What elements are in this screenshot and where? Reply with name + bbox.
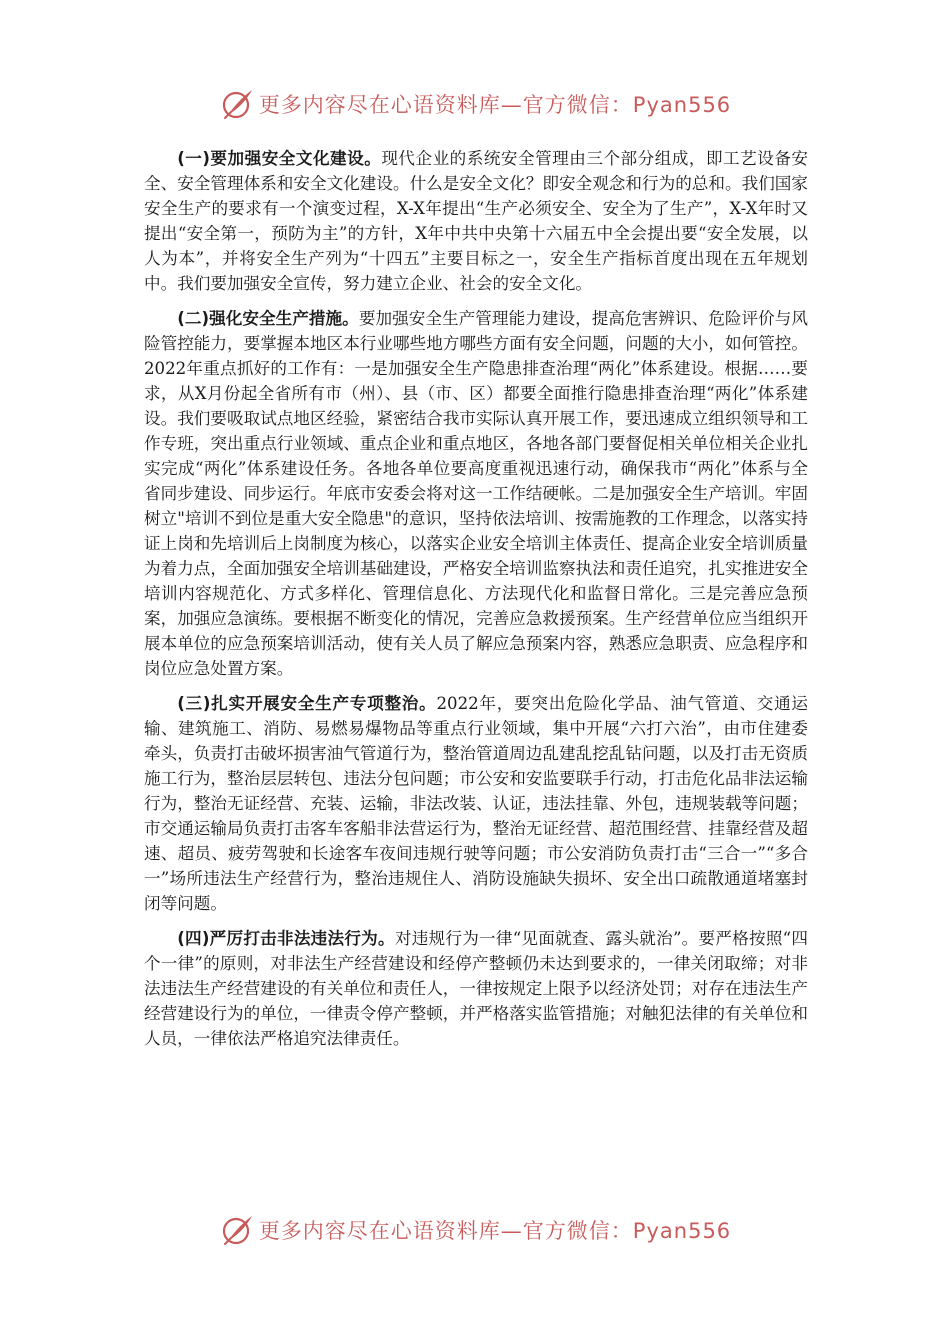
quill-logo-icon (219, 1212, 255, 1248)
paragraph-text: 现代企业的系统安全管理由三个部分组成，即工艺设备安全、安全管理体系和安全文化建设。什么是安全文化？即安全观念和行为的总和。我们国家安全生产的要求有一个演变过程，X-X年提出“生产必须安全、安全为了生产”，X-X年时又提出“安全第一，预防为主”的方针，X年中共中央第十六届五中全会提出要“安全发展，以人为本”，并将安全生产列为“十四五”主要目标之一，安全生产指标首度出现在五年规划中。我们要加强安全宣传，努力建立企业、社会的安全文化。 (144, 149, 809, 293)
paragraph-heading: (三)扎实开展安全生产专项整治。 (177, 694, 437, 713)
document-body (144, 146, 808, 1061)
paragraph-text: 对违规行为一律“见面就查、露头就治”。要严格按照“四个一律”的原则，对非法生产经营建设和经停产整顿仍未达到要求的，一律关闭取缔；对非法违法生产经营建设的有关单位和责任人，一律按规定上限予以经济处罚；对存在违法生产经营建设行为的单位，一律责令停产整顿，并严格落实监管措施；对触犯法律的有关单位和人员，一律依法严格追究法律责任。 (144, 929, 808, 1048)
paragraph-text: 2022年，要突出危险化学品、油气管道、交通运输、建筑施工、消防、易燃易爆物品等重点行业领域，集中开展“六打六治”，由市住建委牵头，负责打击破坏损害油气管道行为，整治管道周边乱建乱挖乱钻问题，以及打击无资质施工行为，整治层层转包、违法分包问题；市公安和安监要联手行动，打击危化品非法运输行为，整治无证经营、充装、运输，非法改装、认证，违法挂靠、外包，违规装载等问题；市交通运输局负责打击客车客船非法营运行为，整治无证经营、超范围经营、挂靠经营及超速、超员、疲劳驾驶和长途客车夜间违规行驶等问题；市公安消防负责打击“三合一”“多合一”场所违法生产经营行为，整治违规住人、消防设施缺失损坏、安全出口疏散通道堵塞封闭等问题。 (144, 694, 808, 913)
watermark-text: 更多内容尽在心语资料库—官方微信：Pyan556 (258, 1219, 732, 1243)
paragraph-text: 要加强安全生产管理能力建设，提高危害辨识、危险评价与风险管控能力，要掌握本地区本行业哪些地方哪些方面有安全问题，问题的大小，如何管控。2022年重点抓好的工作有：一是加强安全生产隐患排查治理“两化”体系建设。根据……要求，从X月份起全省所有市（州）、县（市、区）都要全面推行隐患排查治理“两化”体系建设。我们要吸取试点地区经验，紧密结合我市实际认真开展工作，要迅速成立组织领导和工作专班，突出重点行业领域、重点企业和重点地区，各地各部门要督促相关单位相关企业扎实完成“两化”体系建设任务。各地各单位要高度重视迅速行动，确保我市“两化”体系与全省同步建设、同步运行。年底市安委会将对这一工作结硬帐。二是加强安全生产培训。牢固树立"培训不到位是重大安全隐患"的意识，坚持依法培训、按需施教的工作理念，以落实持证上岗和先培训后上岗制度为核心，以落实企业安全培训主体责任、提高企业安全培训质量为着力点，全面加强安全培训基础建设，严格安全培训监察执法和责任追究，扎实推进安全培训内容规范化、方式多样化、管理信息化、方法现代化和监督日常化。三是完善应急预案，加强应急演练。要根据不断变化的情况，完善应急救援预案。生产经营单位应当组织开展本单位的应急预案培训活动，使有关人员了解应急预案内容，熟悉应急职责、应急程序和岗位应急处置方案。 (144, 309, 809, 678)
watermark-text: 更多内容尽在心语资料库—官方微信：Pyan556 (258, 93, 732, 117)
quill-logo-icon (219, 86, 255, 122)
paragraph-heading: (一)要加强安全文化建设。 (177, 149, 382, 168)
paragraph-1 (144, 146, 808, 296)
paragraph-2 (144, 306, 808, 681)
footer-watermark (0, 1210, 950, 1250)
header-watermark (0, 84, 950, 124)
paragraph-4 (144, 926, 808, 1051)
paragraph-3 (144, 691, 808, 916)
paragraph-heading: (二)强化安全生产措施。 (177, 309, 359, 328)
paragraph-heading: (四)严厉打击非法违法行为。 (177, 929, 395, 948)
